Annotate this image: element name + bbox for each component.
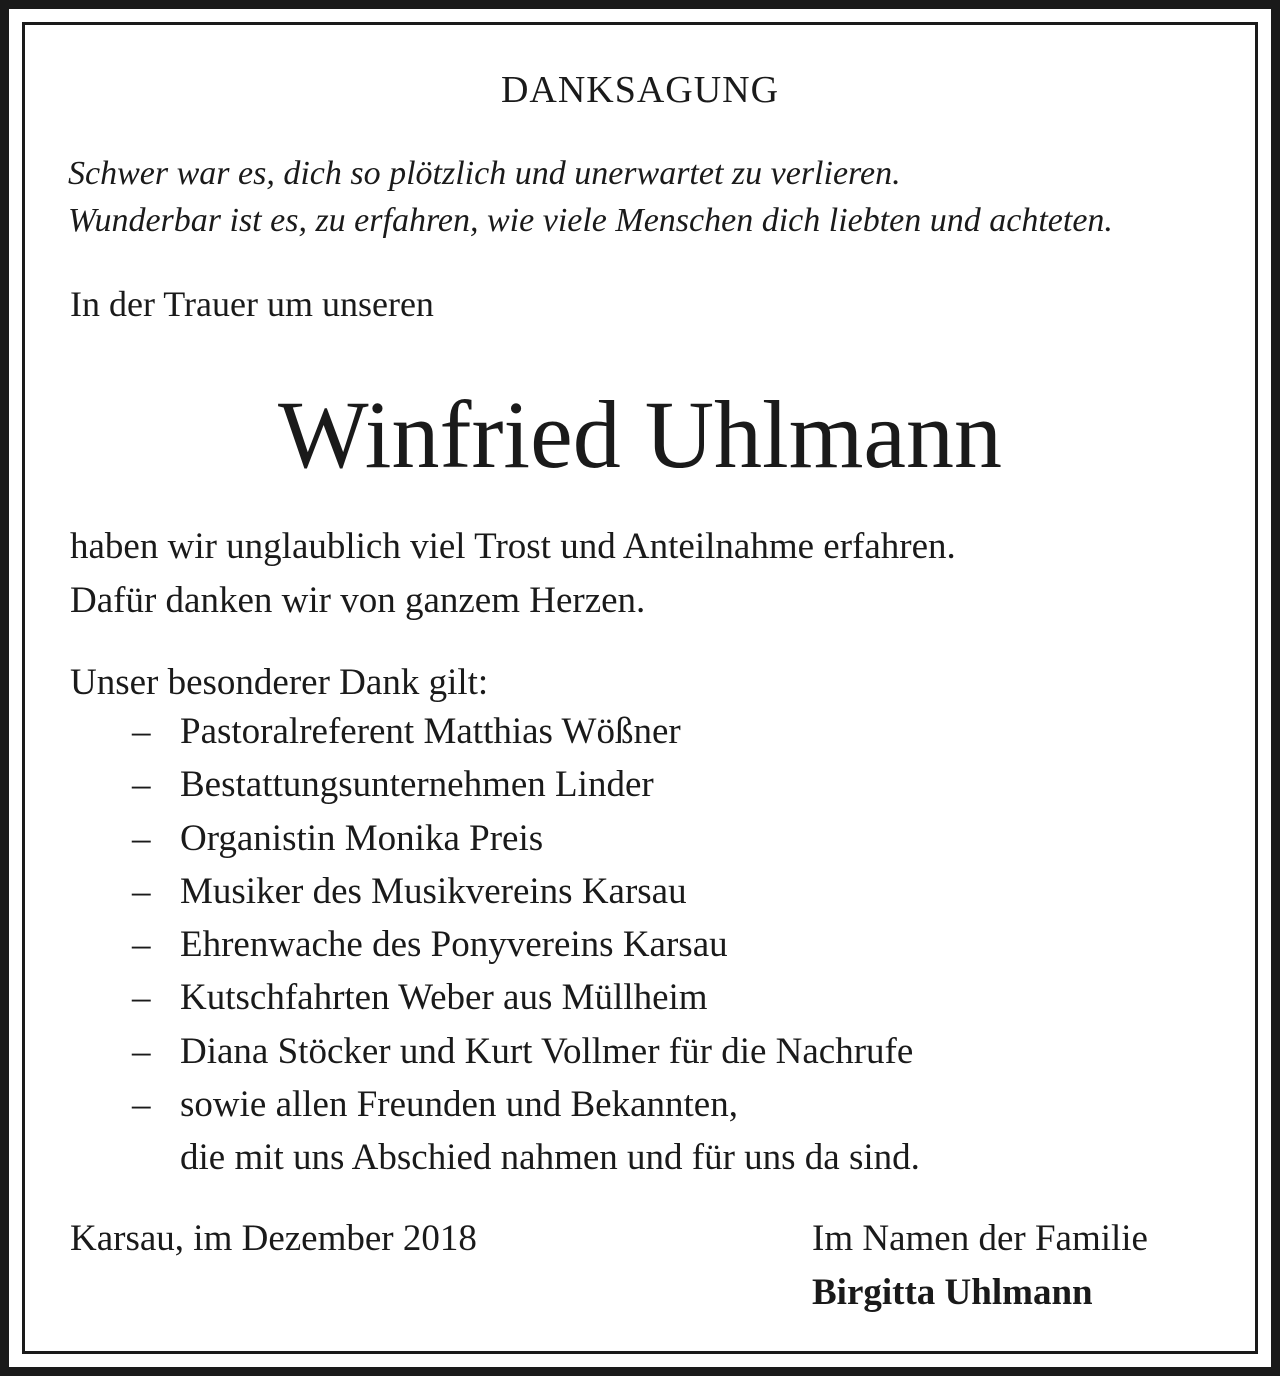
body-line: Dafür danken wir von ganzem Herzen.	[70, 580, 646, 621]
signature-block	[812, 1212, 1148, 1320]
body-text	[70, 520, 956, 628]
thanks-item-text-continued: die mit uns Abschied nahmen und für uns da sind.	[180, 1137, 920, 1179]
motto-line: Wunderbar ist es, zu erfahren, wie viele Menschen dich liebten und achteten.	[68, 202, 1113, 239]
thanks-list	[132, 705, 920, 1185]
thanks-item-text: Pastoralreferent Matthias Wößner	[180, 711, 681, 752]
on-behalf-text: Im Namen der Familie	[812, 1218, 1148, 1259]
motto	[68, 150, 1113, 244]
thanks-list-item	[132, 865, 920, 918]
thanks-item-text: Kutschfahrten Weber aus Müllheim	[180, 977, 708, 1019]
thanks-list-item	[132, 971, 920, 1024]
dash-bullet: –	[132, 1030, 151, 1072]
dash-bullet: –	[132, 764, 151, 806]
thanks-list-item	[132, 705, 920, 758]
dash-bullet: –	[132, 924, 151, 966]
thanks-intro: Unser besonderer Dank gilt:	[70, 662, 489, 703]
intro-text: In der Trauer um unseren	[70, 284, 434, 324]
thanks-item-text: Bestattungsunternehmen Linder	[180, 764, 654, 806]
thanks-list-item	[132, 812, 920, 865]
thanks-item-text: Diana Stöcker und Kurt Vollmer für die Nachrufe	[180, 1030, 914, 1072]
body-line: haben wir unglaublich viel Trost und Anteilnahme erfahren.	[70, 526, 956, 567]
dash-bullet: –	[132, 711, 151, 752]
thanks-list-item	[132, 1078, 920, 1185]
dash-bullet: –	[132, 870, 151, 912]
thanks-item-text: Musiker des Musikvereins Karsau	[180, 870, 687, 912]
thanks-list-item	[132, 918, 920, 971]
dash-bullet: –	[132, 817, 151, 859]
thanks-item-text: Organistin Monika Preis	[180, 817, 544, 859]
dash-bullet: –	[132, 977, 151, 1019]
thanks-item-text: sowie allen Freunden und Bekannten,	[180, 1084, 738, 1126]
notice-heading: DANKSAGUNG	[500, 69, 780, 111]
thanks-list-item	[132, 758, 920, 811]
thanks-list-item	[132, 1025, 920, 1078]
thanks-item-text: Ehrenwache des Ponyvereins Karsau	[180, 924, 728, 966]
motto-line: Schwer war es, dich so plötzlich und unerwartet zu verlieren.	[68, 155, 901, 192]
signer-name: Birgitta Uhlmann	[812, 1272, 1093, 1313]
dash-bullet: –	[132, 1084, 151, 1126]
deceased-name: Winfried Uhlmann	[278, 381, 1002, 488]
place-and-date: Karsau, im Dezember 2018	[70, 1218, 477, 1259]
